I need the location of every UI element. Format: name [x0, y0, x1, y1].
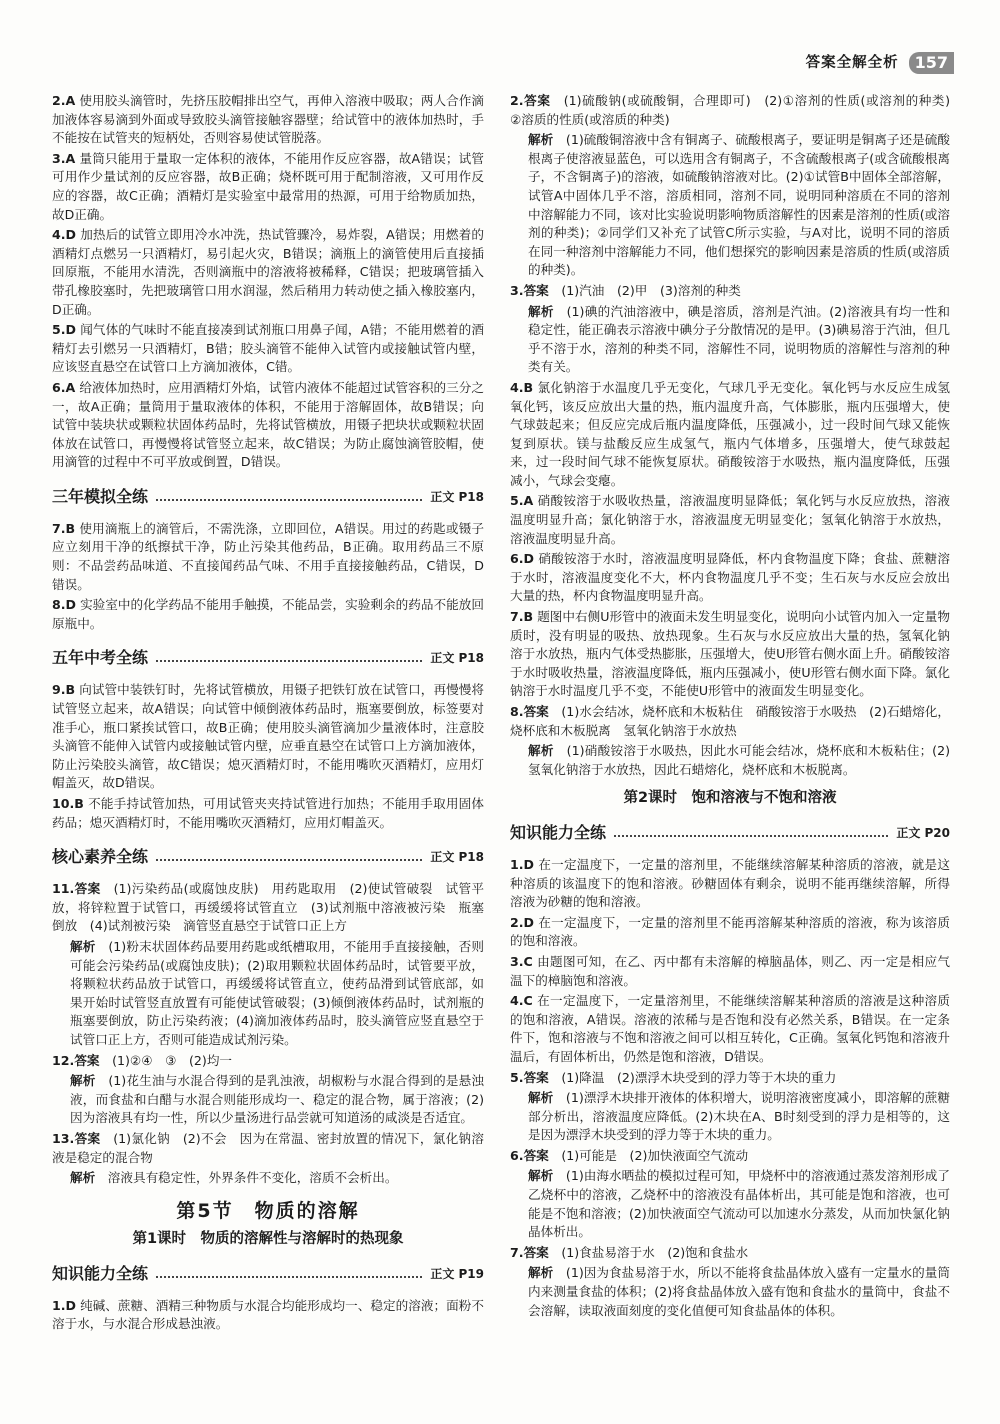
- analysis-line: [510, 131, 950, 280]
- analysis-text: (1)因为食盐易溶于水，所以不能将食盐晶体放入盛有一定量水的量筒内来测量食盐的体积；(2)将食盐晶体放入盛有饱和食盐水的量筒中，食盐不会溶解，读取液面刻度的变化值便可知食盐晶体的体积。: [528, 1265, 951, 1318]
- left-column: [52, 92, 484, 1336]
- answer-block: [52, 1052, 484, 1128]
- analysis-text: (1)硫酸铜溶液中含有铜离子、硫酸根离子，要证明是铜离子还是硫酸根离子使溶液显蓝色，可以选用含有铜离子，不含硫酸根离子(或含硫酸根离子，不含铜离子)的溶液，如硫酸钠溶液对比。(2)①试管B中固体全部溶解，试管A中固体几乎不溶，溶质相同，溶剂不同，说明同种溶质在不同的溶剂中溶解能力不同，该对比实验说明影响物质溶解性的因素是溶剂的性质(或溶剂的种类)；②同学们又补充了试管C所示实验，与A对比，说明不同的溶质在同一种溶剂中溶解能力不同，他们想探究的影响因素是溶质的性质(或溶质的种类)。: [528, 132, 951, 278]
- analysis-text: (1)粉末状固体药品要用药匙或纸槽取用，不能用手直接接触，否则可能会污染药品(或腐蚀皮肤)；(2)取用颗粒状固体药品时，试管要平放，将颗粒状药品放于试管口，再缓缓将试管直立，使药品滑到试管底部，如果开始时试管竖直放置有可能使试管破裂；(3)倾倒液体药品时，试剂瓶的瓶塞要倒放，防止污染药液；(4)滴加液体药品时，胶头滴管应竖直悬空于试管口正上方，否则可能造成试剂污染。: [70, 938, 485, 1047]
- section-dots: [156, 499, 422, 501]
- question-number: 6.D: [510, 551, 535, 567]
- answer-block: [510, 92, 963, 280]
- answer-text: (1)氯化钠 (2)不会 因为在常温、密封放置的情况下，氯化钠溶液是稳定的混合物: [52, 1130, 485, 1165]
- answer-line: [510, 703, 950, 740]
- analysis-line: [510, 303, 950, 377]
- answer-block: [510, 1244, 950, 1320]
- question-number: 6.: [510, 1147, 524, 1163]
- analysis-text: (1)漂浮木块排开液体的体积增大，说明溶液密度减小，即溶解的蔗糖部分析出，溶液温度应降低。(2)木块在A、B时刻受到的浮力是相等的，这是因为漂浮木块受到的浮力等于木块的重力。: [528, 1090, 951, 1143]
- question-number: 3.: [510, 282, 524, 298]
- section-dots: [156, 1276, 422, 1278]
- section-page-ref: 正文 P18: [430, 849, 484, 864]
- answer-line: [510, 1244, 950, 1263]
- question-number: 4.D: [52, 227, 77, 243]
- answer-text: 使用滴瓶上的滴管后，不需洗涤，立即回位，A错误。用过的药匙或镊子应立刻用干净的纸擦拭干净，防止污染其他药品，B正确。取用药品三不原则：不品尝药品味道、不直接闻药品气味、不用手直接接触药品，C错误，D错误。: [52, 520, 484, 592]
- question-number: 7.: [510, 1244, 524, 1260]
- section-dots: [614, 835, 888, 837]
- analysis-text: (1)硝酸铵溶于水吸热，因此水可能会结冰，烧杯底和木板粘住；(2)氢氧化钠溶于水放热，因此石蜡熔化，烧杯底和木板脱离。: [528, 743, 951, 777]
- analysis-line: [510, 1264, 950, 1320]
- answer-block: [510, 282, 950, 377]
- answer-text: 题图中右侧U形管中的液面未发生明显变化，说明向小试管内加入一定量物质时，没有明显的吸热、放热现象。生石灰与水反应放出大量的热，氢氧化钠溶于水放热，瓶内气体受热膨胀，压强增大，使U形管右侧水面上升。硝酸铵溶于水时吸收热量，溶液温度降低，瓶内压强减小，使U形管右侧水面下降。氯化钠溶于水时温度几乎不变，不能使U形管中的液面发生明显变化。: [510, 609, 950, 699]
- answer-label: 答案: [523, 1147, 549, 1163]
- answer-line: [510, 282, 950, 301]
- analysis-label: 解析: [70, 1170, 96, 1186]
- question-number: 13.: [52, 1130, 75, 1146]
- answer-line: [510, 1147, 950, 1166]
- question-number: 3.C: [510, 953, 533, 969]
- answer-text: 由题图可知，在乙、丙中都有未溶解的樟脑晶体，则乙、丙一定是相应气温下的樟脑饱和溶液。: [510, 953, 950, 988]
- section-title: 核心素养全练: [52, 846, 149, 866]
- question-number: 4.C: [510, 993, 533, 1009]
- analysis-label: 解析: [70, 938, 96, 954]
- question-number: 5.: [510, 1069, 524, 1085]
- section-page-ref: 正文 P19: [430, 1266, 484, 1281]
- section-title: 知识能力全练: [510, 822, 607, 842]
- answer-label: 答案: [523, 282, 549, 298]
- question-number: 3.A: [52, 150, 76, 166]
- section-header: [510, 820, 950, 846]
- answer-item: [52, 520, 484, 594]
- answer-text: 氯化钠溶于水温度几乎无变化，气球几乎无变化。氧化钙与水反应生成氢氧化钙，该反应放出大量的热，瓶内温度升高，气体膨胀，瓶内压强增大，使气球鼓起来；但反应完成后瓶内温度降低，压强减小，过一段时间气球又能恢复到原状。镁与盐酸反应生成氢气，瓶内气体增多，压强增大，使气球鼓起来，过一段时间气球不能恢复原状。硝酸铵溶于水吸热，瓶内温度降低，压强减小，气球会变瘪。: [510, 379, 950, 488]
- section-page-ref: 正文 P18: [430, 651, 484, 666]
- answer-item: [510, 914, 950, 951]
- answer-text: 给液体加热时，应用酒精灯外焰，试管内液体不能超过试管容积的三分之一，故A正确；量筒用于量取液体的体积，不能用于溶解固体，故B错误；向试管中装块状或颗粒状固体药品时，先将试管横放，用镊子把块状或颗粒状固体放在试管口，再慢慢将试管竖立起来，故C错误；为防止腐蚀滴管胶帽，使用滴管的过程中不可平放或倒置，D错误。: [52, 379, 484, 470]
- answer-item: [52, 226, 484, 319]
- answer-text: 在一定温度下，一定量的溶剂里，不能继续溶解某种溶质的溶液，就是这种溶质的该温度下的饱和溶液。砂糖固体有剩余，说明不能再继续溶解，所得溶液为砂糖的饱和溶液。: [510, 856, 951, 910]
- answer-text: (1)汽油 (2)甲 (3)溶剂的种类: [561, 282, 741, 298]
- answer-item: [510, 992, 950, 1066]
- analysis-label: 解析: [528, 743, 554, 759]
- answer-item: [52, 596, 484, 633]
- answer-item: [510, 550, 950, 606]
- question-number: 1.D: [52, 1297, 77, 1313]
- right-column: [510, 92, 963, 1322]
- section-page-ref: 正文 P20: [896, 825, 950, 840]
- answer-text: 不能手持试管加热，可用试管夹夹持试管进行加热；不能用手取用固体药品；熄灭酒精灯时，不能用嘴吹灭酒精灯，应用灯帽盖灭。: [52, 796, 484, 830]
- answer-text: 闻气体的气味时不能直接凑到试剂瓶口用鼻子闻，A错；不能用燃着的酒精灯去引燃另一只酒精灯，B错；胶头滴管不能伸入试管内或接触试管内壁，应该竖直悬空在试管口上方滴加液体，C错。: [52, 322, 484, 375]
- analysis-label: 解析: [528, 1168, 554, 1184]
- question-number: 2.D: [510, 914, 535, 930]
- analysis-line: [510, 1167, 950, 1241]
- answer-text: 加热后的试管立即用冷水冲洗，热试管骤冷，易炸裂，A错误；用燃着的酒精灯点燃另一只酒精灯，易引起火灾，B错误；滴瓶上的滴管使用后直接插回原瓶，不能用水清洗，否则滴瓶中的溶液将被稀释，C错误；把玻璃管插入带孔橡胶塞时，先把玻璃管口用水润湿，然后稍用力转动使之插入橡胶塞内，D正确。: [52, 227, 484, 317]
- answer-text: (1)②④ ③ (2)均一: [112, 1052, 233, 1068]
- answer-item: [52, 379, 484, 472]
- analysis-text: (1)花生油与水混合得到的是乳浊液，胡椒粉与水混合得到的是悬浊液，而食盐和白醋与水混合则能形成均一、稳定的混合物，属于溶液；(2)因为溶液具有均一性，所以少量汤进行品尝就可知道汤的咸淡是否适宜。: [70, 1073, 485, 1126]
- answer-label: 答案: [523, 1244, 549, 1260]
- answer-text: (1)食盐易溶于水 (2)饱和食盐水: [561, 1244, 749, 1260]
- answer-label: 答案: [523, 93, 551, 108]
- chapter-title: 第5节 物质的溶解: [176, 1199, 360, 1222]
- lesson-title: 第2课时 饱和溶液与不饱和溶液: [623, 790, 837, 807]
- analysis-label: 解析: [528, 1090, 554, 1106]
- analysis-label: 解析: [70, 1073, 96, 1089]
- analysis-text: (1)由海水晒盐的模拟过程可知，甲烧杯中的溶液通过蒸发溶剂形成了乙烧杯中的溶液，乙烧杯中的溶液没有晶体析出，其可能是饱和溶液，也可能是不饱和溶液；(2)加快液面空气流动可以加速水分蒸发，从而加快氯化钠晶体析出。: [528, 1168, 951, 1240]
- answer-item: [52, 150, 484, 224]
- answer-item: [52, 92, 484, 148]
- answer-label: 答案: [523, 1069, 549, 1085]
- page-number: 157: [909, 52, 954, 74]
- analysis-line: [510, 742, 950, 779]
- answer-item: [510, 856, 950, 912]
- section-title: 五年中考全练: [52, 648, 149, 668]
- analysis-line: [510, 1089, 950, 1145]
- section-header: [52, 645, 484, 671]
- answer-label: 答案: [74, 1130, 101, 1146]
- answer-line: [510, 92, 963, 129]
- answer-text: 使用胶头滴管时，先挤压胶帽排出空气，再伸入溶液中吸取；两人合作滴加液体容易滴到外面或导致胶头滴管接触容器壁；给试管中的液体加热时，手不能按在试管夹的短柄处，否则容易使试管脱落。: [52, 93, 484, 146]
- answer-item: [510, 492, 950, 548]
- answer-item: [52, 795, 484, 832]
- answer-text: 纯碱、蔗糖、酒精三种物质与水混合均能形成均一、稳定的溶液；面粉不溶于水，与水混合形成悬浊液。: [52, 1297, 485, 1332]
- answer-item: [52, 681, 484, 793]
- analysis-text: 溶液具有稳定性，外界条件不变化，溶质不会析出。: [107, 1170, 398, 1186]
- answer-text: (1)污染药品(或腐蚀皮肤) 用药匙取用 (2)使试管破裂 试管平放，将锌粒置于试管口，再缓缓将试管直立 (3)试剂瓶中溶液被污染 瓶塞倒放 (4)试剂被污染 滴管竖直悬空于试管口正上方: [52, 881, 485, 934]
- answer-line: [52, 1130, 484, 1167]
- answer-block: [510, 1069, 950, 1145]
- question-number: 6.A: [52, 379, 76, 395]
- question-number: 10.B: [52, 796, 84, 811]
- question-number: 11.: [52, 881, 75, 897]
- question-number: 5.D: [52, 322, 77, 338]
- analysis-line: [52, 1072, 484, 1128]
- analysis-label: 解析: [528, 1265, 554, 1281]
- answer-item: [510, 379, 950, 491]
- answer-item: [510, 953, 950, 990]
- question-number: 4.B: [510, 379, 534, 395]
- analysis-text: (1)碘的汽油溶液中，碘是溶质，溶剂是汽油。(2)溶液具有均一性和稳定性，能正确表示溶液中碘分子分散情况的是甲。(3)碘易溶于汽油，但几乎不溶于水，溶剂的种类不同，溶解性不同，说明物质的溶解性与溶剂的种类有关。: [528, 303, 951, 375]
- question-number: 12.: [52, 1052, 75, 1068]
- header-label: 答案全解全析: [805, 54, 899, 71]
- analysis-label: 解析: [528, 132, 554, 148]
- answer-item: [510, 608, 950, 701]
- section-dots: [156, 660, 422, 662]
- answer-text: 硝酸铵溶于水吸收热量，溶液温度明显降低；氧化钙与水反应放热，溶液温度明显升高；氯化钠溶于水，溶液温度无明显变化；氢氧化钠溶于水放热，溶液温度明显升高。: [510, 493, 950, 546]
- page-header: [806, 52, 954, 74]
- question-number: 9.B: [52, 682, 76, 698]
- answer-text: 在一定温度下，一定量溶剂里，不能继续溶解某种溶质的溶液是这种溶质的饱和溶液，A错误。溶液的浓稀与是否饱和没有必然关系，B错误。在一定条件下，饱和溶液与不饱和溶液之间可以相互转化，C正确。氢氧化钙饱和溶液升温后，有固体析出，仍然是饱和溶液，D错误。: [510, 993, 950, 1064]
- section-title: 三年模拟全练: [52, 486, 149, 506]
- answer-text: (1)硫酸钠(或硫酸铜，合理即可) (2)①溶剂的性质(或溶剂的种类) ②溶质的性质(或溶质的种类): [510, 93, 963, 127]
- answer-text: 在一定温度下，一定量的溶剂里不能再溶解某种溶质的溶液，称为该溶质的饱和溶液。: [510, 914, 951, 949]
- question-number: 7.B: [52, 520, 76, 536]
- question-number: 7.B: [510, 609, 534, 625]
- answer-item: [52, 1297, 484, 1334]
- answer-block: [510, 703, 950, 779]
- answer-block: [510, 1147, 950, 1242]
- analysis-label: 解析: [528, 303, 554, 319]
- question-number: 1.D: [510, 856, 535, 872]
- answer-label: 答案: [74, 1052, 100, 1068]
- answer-text: 量筒只能用于量取一定体积的液体，不能用作反应容器，故A错误；试管可用作少量试剂的反应容器，故B正确；烧杯既可用于配制溶液，又可用作反应的容器，故C正确；酒精灯是实验室中最常用的热源，可用于给物质加热，故D正确。: [52, 150, 484, 222]
- answer-text: (1)降温 (2)漂浮木块受到的浮力等于木块的重力: [561, 1069, 837, 1085]
- answer-label: 答案: [74, 881, 101, 897]
- analysis-line: [52, 1169, 484, 1188]
- section-header: [52, 1261, 484, 1287]
- answer-text: (1)水会结冰，烧杯底和木板粘住 硝酸铵溶于水吸热 (2)石蜡熔化，烧杯底和木板脱离 氢氧化钠溶于水放热: [510, 704, 950, 738]
- answer-item: [52, 321, 484, 377]
- answer-text: (1)可能是 (2)加快液面空气流动: [561, 1147, 749, 1163]
- section-page-ref: 正文 P18: [430, 489, 484, 504]
- answer-line: [510, 1069, 950, 1088]
- question-number: 2.: [510, 93, 524, 108]
- answer-text: 向试管中装铁钉时，先将试管横放，用镊子把铁钉放在试管口，再慢慢将试管竖立起来，故A错误；向试管中倾倒液体药品时，瓶塞要倒放，标签要对准手心，瓶口紧挨试管口，故B正确；使用胶头滴管滴加少量液体时，注意胶头滴管不能伸入试管内或接触试管内壁，应垂直悬空在试管口上方滴加液体，防止污染胶头滴管，故C错误；熄灭酒精灯时，不能用嘴吹灭酒精灯，应用灯帽盖灭，故D错误。: [52, 682, 484, 791]
- answer-line: [52, 880, 484, 936]
- question-number: 5.A: [510, 493, 534, 509]
- answer-block: [52, 880, 484, 1049]
- answer-text: 实验室中的化学药品不能用手触摸，不能品尝，实验剩余的药品不能放回原瓶中。: [52, 597, 485, 631]
- lesson-title: 第1课时 物质的溶解性与溶解时的热现象: [132, 1231, 404, 1248]
- answer-block: [52, 1130, 484, 1188]
- question-number: 8.: [510, 704, 524, 719]
- section-title: 知识能力全练: [52, 1263, 149, 1283]
- question-number: 8.D: [52, 597, 77, 613]
- question-number: 2.A: [52, 93, 76, 108]
- section-header: [52, 844, 484, 870]
- answer-line: [52, 1052, 484, 1071]
- analysis-line: [52, 938, 484, 1050]
- section-header: [52, 484, 484, 510]
- answer-text: 硝酸铵溶于水时，溶液温度明显降低，杯内食物温度下降；食盐、蔗糖溶于水时，溶液温度变化不大，杯内食物温度几乎不变；生石灰与水反应会放出大量的热，杯内食物温度明显升高。: [510, 551, 951, 604]
- section-dots: [156, 859, 422, 861]
- answer-label: 答案: [523, 704, 549, 719]
